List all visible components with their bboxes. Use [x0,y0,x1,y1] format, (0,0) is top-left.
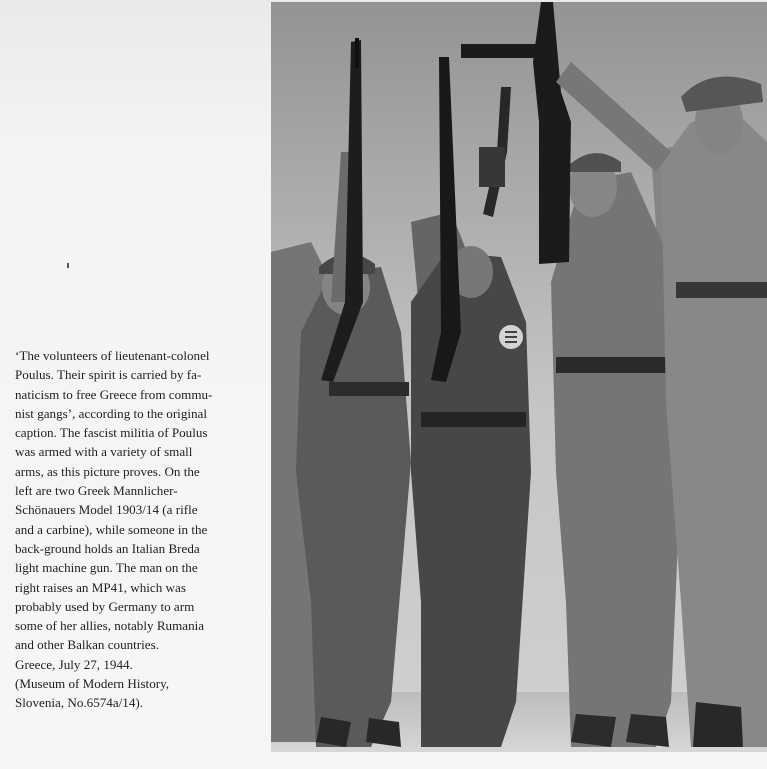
caption-line: naticism to free Greece from commu- [15,386,213,402]
caption-line: arms, as this picture proves. On the [15,463,200,479]
soldiers-photo-illustration [271,2,767,752]
film-grain [271,2,767,752]
caption-line: some of her allies, notably Rumania [15,618,205,634]
caption-line: and other Balkan countries. [15,637,159,653]
caption-line: left are two Greek Mannlicher- [15,483,178,499]
photo-caption [15,346,265,713]
historical-photograph [271,2,767,752]
caption-line: Slovenia, No.6574a/14). [15,695,144,711]
caption-line: back-ground holds an Italian Breda [15,540,200,556]
caption-line: was armed with a variety of small [15,444,193,460]
caption-line: light machine gun. The man on the [15,560,198,576]
caption-line: nist gangs’, according to the original [15,405,207,421]
caption-line: probably used by Germany to arm [15,598,195,614]
caption-line: and a carbine), while someone in the [15,521,208,537]
caption-line: Greece, July 27, 1944. [15,656,133,672]
caption-line: (Museum of Modern History, [15,676,170,692]
caption-line: right raises an MP41, which was [15,579,186,595]
caption-line: Schönauers Model 1903/14 (a rifle [15,502,198,518]
print-speck [67,263,69,268]
caption-line: Poulus. Their spirit is carried by fa- [15,367,202,383]
caption-line: ‘The volunteers of lieutenant-colonel [15,348,210,363]
caption-line: caption. The fascist militia of Poulus [15,425,208,441]
